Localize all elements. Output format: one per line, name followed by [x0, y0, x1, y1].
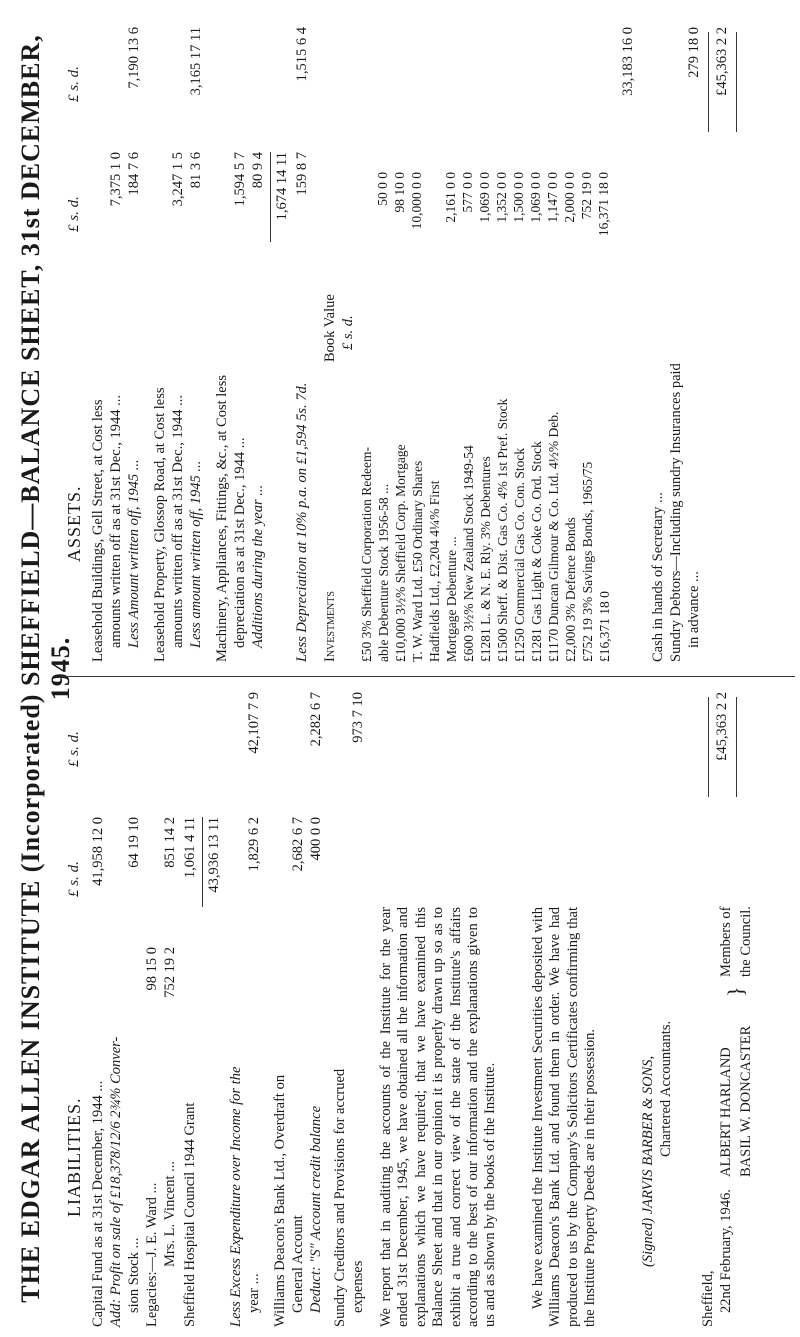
assets-total: £45,363 2 2	[714, 27, 730, 96]
amount-excess: 1,829 6 2	[246, 817, 262, 872]
investment-value: 1,069 0 0	[528, 172, 543, 223]
currency-header: £ s. d.	[66, 66, 82, 102]
amount-machinery-net: 1,515 6 4	[294, 27, 310, 82]
investment-value: 1,352 0 0	[494, 172, 509, 223]
investment-line: £16,371 18 0	[597, 591, 612, 662]
investment-value: 577 0 0	[460, 172, 475, 213]
audit-paragraph-2: We have examined the Institute Investment Securities deposited with Williams Deacon's Bank Ltd. and found them in order. We have had produced to us by the Company's Solicitors Certificates confirming that the Institute Property Deeds are in their possession.	[530, 907, 599, 1327]
rule	[270, 152, 271, 242]
currency-header: £ s. d.	[66, 196, 82, 232]
amount-subtotal: 43,936 13 11	[206, 817, 222, 893]
investment-line: £1281 Gas Light & Coke Co. Ord. Stock	[529, 441, 544, 662]
assets-heading: ASSETS.	[64, 485, 84, 562]
auditor-signature: (Signed) JARVIS BARBER & SONS,	[640, 1055, 656, 1267]
line-hospital: Sheffield Hospital Council 1944 Grant	[182, 1102, 198, 1327]
investment-line: able Debenture Stock 1956-58 ...	[376, 483, 391, 662]
line-legacy-ward: Legacies:—J. E. Ward ...	[144, 1182, 160, 1327]
investment-value: 2,000 0 0	[562, 172, 577, 223]
investment-value: 50 0 0	[375, 172, 390, 206]
brace: }	[723, 986, 748, 997]
rule	[202, 817, 203, 907]
currency-header: £ s. d.	[66, 861, 82, 897]
amount-vincent: 752 19 2	[162, 947, 178, 998]
page-title: THE EDGAR ALLEN INSTITUTE (Incorporated) SHEFFIELD—BALANCE SHEET, 31st DECEMBER, 1945.	[16, 34, 75, 1303]
investment-line: £752 19 3% Savings Bonds, 1965/75	[580, 461, 595, 662]
line-general: General Account	[290, 1215, 306, 1313]
investments-heading: Investments	[322, 591, 338, 662]
line-cash: Cash in hands of Secretary ...	[650, 492, 666, 662]
liabilities-total: £45,363 2 2	[714, 692, 730, 761]
line-conversion: sion Stock ...	[126, 1237, 142, 1313]
investment-line: £1281 L. & N. E. Rly. 3% Debentures	[478, 456, 493, 662]
amount-hospital: 1,061 4 11	[182, 817, 198, 879]
liabilities-heading: LIABILITIES.	[64, 1097, 84, 1217]
amount-legacies: 851 14 2	[162, 817, 178, 868]
amount-investments-total: 33,183 16 0	[620, 27, 636, 96]
amount-capital: 41,958 12 0	[90, 817, 106, 886]
investment-value: 752 19 0	[579, 172, 594, 220]
amount-gell-writeoff: 184 7 6	[126, 152, 142, 196]
amount-ward: 98 15 0	[144, 947, 160, 991]
amount-glossop-net: 3,165 17 11	[188, 27, 204, 96]
amount-machinery-cost: 1,594 5 7	[232, 152, 248, 207]
date: 22nd February, 1946.	[718, 1189, 734, 1313]
audit-paragraph-1: We report that in auditing the accounts of the Institute for the year ended 31st December, 1945, we have obtained all the information and explanations which we have required; that we have examined this Balance Sheet and that in our opinion it is properly drawn up so as to exhibit a true and correct view of the state of the Institute's affairs according to the best of our information and the explanations given to us and as shown by the books of the Institute.	[378, 907, 499, 1327]
line-debtors-advance: in advance ...	[686, 571, 702, 648]
line-year: year ...	[246, 1273, 262, 1313]
investment-line: Hadfields Ltd., £2,204 4¼% First	[427, 480, 442, 662]
book-value-header: £ s. d.	[340, 315, 356, 350]
investment-value: 10,000 0 0	[409, 172, 424, 230]
investment-line: £1250 Commercial Gas Co. Con. Stock	[512, 447, 527, 662]
members-note-2: the Council.	[738, 906, 754, 977]
line-gell-writeoff-prior: amounts written off as at 31st Dec., 1944 ...	[108, 394, 124, 648]
auditor-title: Chartered Accountants.	[658, 1020, 674, 1157]
line-gell-writeoff: Less Amount written off, 1945 ...	[126, 459, 142, 648]
investment-line: £2,000 3% Defence Bonds	[563, 517, 578, 662]
line-excess: Less Excess Expenditure over Income for the	[228, 1066, 244, 1327]
amount-overdraft: 2,682 6 7	[290, 817, 306, 872]
amount-machinery-total: 1,674 14 11	[274, 152, 290, 221]
rule	[736, 697, 737, 797]
investment-value: 1,500 0 0	[511, 172, 526, 223]
line-expenses: expenses	[350, 1260, 366, 1313]
investment-line: £10,000 3½% Sheffield Corp. Mortgage	[393, 444, 408, 662]
place: Sheffield,	[700, 1270, 716, 1327]
amount-s-account: 400 0 0	[308, 817, 324, 861]
amount-profit: 64 19 10	[126, 817, 142, 868]
investment-line: Mortgage Debenture ...	[444, 536, 459, 662]
investment-value: 16,371 18 0	[596, 172, 611, 237]
amount-cash: 279 18 0	[686, 27, 702, 78]
line-machinery: Machinery, Appliances, Fittings, &c., at Cost less	[214, 374, 230, 662]
amount-overdraft-net: 2,282 6 7	[308, 692, 324, 747]
assets-section	[60, 22, 800, 662]
book-value-label: Book Value	[322, 294, 338, 362]
currency-header: £ s. d.	[66, 731, 82, 767]
amount-glossop-writeoff: 81 3 6	[188, 152, 204, 189]
line-capital: Capital Fund as at 31st December, 1944 ...	[90, 1080, 106, 1327]
line-additions: Additions during the year ...	[250, 484, 266, 648]
line-add-profit: Add: Profit on sale of £18,378/12/6 2¾% Conver-	[108, 1036, 124, 1327]
line-gell: Leasehold Buildings, Gell Street, at Cost less	[90, 399, 106, 662]
investment-line: £1500 Sheff. & Dist. Gas Co. 4% 1st Pref. Stock	[495, 398, 510, 662]
investment-value: 98 10 0	[392, 172, 407, 213]
line-overdraft: Williams Deacon's Bank Ltd., Overdraft on	[272, 1074, 288, 1327]
amount-capital-net: 42,107 7 9	[246, 692, 262, 754]
rule	[708, 32, 709, 132]
line-machinery-dep: depreciation as at 31st Dec., 1944 ...	[232, 437, 248, 648]
rule	[736, 32, 737, 132]
investment-value: 1,069 0 0	[477, 172, 492, 223]
liabilities-section	[60, 687, 800, 1327]
column-divider	[60, 676, 795, 677]
line-glossop-writeoff: Less amount written off, 1945 ...	[188, 460, 204, 648]
rule	[708, 697, 709, 797]
line-debtors: Sundry Debtors—Including sundry Insurances paid	[668, 363, 684, 662]
council-member-2: BASIL W. DONCASTER	[738, 1025, 754, 1177]
line-creditors: Sundry Creditors and Provisions for accrued	[332, 1068, 348, 1327]
members-note-1: Members of	[718, 906, 734, 977]
investment-line: £600 3½% New Zealand Stock 1949-54	[461, 445, 476, 662]
amount-gell-net: 7,190 13 6	[126, 27, 142, 89]
amount-gell-cost: 7,375 1 0	[108, 152, 124, 207]
investment-value: 2,161 0 0	[443, 172, 458, 223]
council-member-1: ALBERT HARLAND	[718, 1047, 734, 1177]
investment-line: £50 3% Sheffield Corporation Redeem-	[359, 447, 374, 662]
line-glossop: Leasehold Property, Glossop Road, at Cost less	[152, 387, 168, 662]
amount-glossop-cost: 3,247 1 5	[170, 152, 186, 207]
amount-creditors: 973 7 10	[350, 692, 366, 743]
line-glossop-prior: amounts written off as at 31st Dec., 1944 ...	[170, 394, 186, 648]
line-legacy-vincent: Mrs. L. Vincent ...	[162, 1161, 178, 1267]
line-deduct: Deduct: "S" Account credit balance	[308, 1105, 324, 1313]
investment-value: 1,147 0 0	[545, 172, 560, 223]
investment-line: T. W. Ward Ltd. £50 Ordinary Shares	[410, 460, 425, 662]
investment-line: £1170 Duncan Gilmour & Co. Ltd. 4½% Deb.	[546, 411, 561, 662]
amount-additions: 80 9 4	[250, 152, 266, 189]
line-depreciation: Less Depreciation at 10% p.a. on £1,594 5s. 7d.	[294, 382, 310, 662]
amount-machinery-dep: 159 8 7	[294, 152, 310, 196]
